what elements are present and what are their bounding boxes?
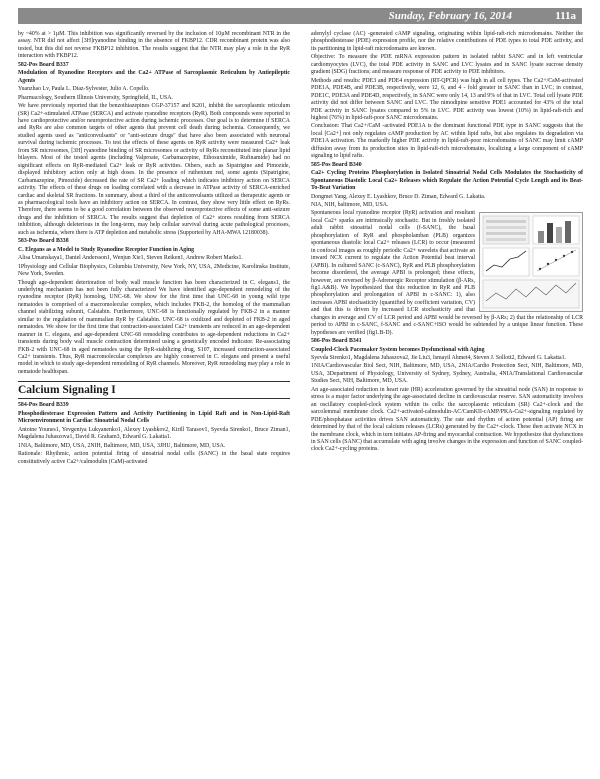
abstract-586-authors: Syevda Sirenko1, Magdalena Juhaszova2, Jie Liu3, Ismayil Ahmet4, Steven J. Sollott2, Edward G. Lakatta1. <box>311 355 566 362</box>
abstract-585-affiliation: NIA, NIH, baltimore, MD, USA. <box>311 201 389 208</box>
page-number: 111a <box>555 10 576 22</box>
abstract-585-body: Spontaneous local ryanodine receptor (RyR) activation and resultant local Ca2+ sparks are intrinsically stochastic. But in freshly isolated adult rabbit sinoatrial nodal cells (f-SANC), the basal phosphorylation of RyR and phospholamban (PLB) organizes spontaneous diastolic local Ca2+ releases (LCR) to occur (measured in confocal images as roughly periodic Ca2+ wavelets that activate an inward NCX current to regulate the Action Potential beat interval (APBI). In cultured SANC (c-SANC), RyR and PLB phosphorylation become disordered, the average APBI is prolonged; these effects, however, are reversed by β-Adrenergic Receptor stimulation (β-ARs, fig1.A&B). We hypothesized that this reduction in RyR and PLB phosphorylation and prolongation of APBI in c-SANC: 1), also increases APBI stochasticity (quantified by coefficient variation, CV) and that this is driven by increased LCR stochasticity and that changes in average and CV of LCR period and APBI would be reversed by β-ARs; 2) that the relationship of LCR period to APBI in c-SANC, f-SANC and c-SANC+ISO would be subtended by a unique linear function. These hypotheses are verified (fig1.B-D). <box>311 210 583 336</box>
figure-panel-c-chart <box>483 248 529 276</box>
abstract-584-affiliation: 1NIA, Baltimore, MD, USA, 2NIH, Baltimore, MD, USA, 3JHU, Baltimore, MD, USA. <box>18 442 226 449</box>
right-column <box>311 31 583 455</box>
abstract-586-title: Coupled-Clock Pacemaker System becomes Dysfunctional with Aging <box>311 346 485 353</box>
abstract-582-body: We have previously reported that the benzothiazepines CGP-37157 and K201, inhibit the sarcoplasmic reticulum (SR) Ca2+-stimulated ATPase (SERCA) and activate ryanodine receptors (RyR). Both compounds were reported to have cardioprotective and/or neuroprotective action during ischemic processes. Our goal is to determine if SERCA and RyRs are also common targets of other agents that prevent cell death during ischemia. Consequently, we studied agents used as "anticonvulsants" or "anti-seizure drugs" that have also been associated with neuronal survival during ischemic processes. To test the effects of these agents on RyR activity were measured Ca2+ leak from SR microsomes, [3H] ryanodine binding of SR microsomes or activity of RyRs reconstituted into planar lipid bilayers. Most of the tested agents (including Valproate, Carbamazepine, Ethosuximide, Rufinamide) had no significant effects on RyR-mediated Ca2+ leak or RyR activities. Others, such as Sipatrigine and Pimozide, displayed inhibitory action only at high doses. In the presence of ruthenium red, some agents (Sipatrigine, Carbamazepine, Pimozide) decreased the rate of SR Ca2+ loading which indicates inhibitory action on SERCA activity. The effects of these drugs on loading correlated with a decrease in ATPase activity of SERCA-enriched cardiac and skeletal SR fractions. In summary, about a third of the anticonvulsants utilized as therapeutic agents or as pharmacological tools have an inhibitory action on SERCA. In contrast, they show very little effect on RyRs. Therefore, there seems to be a good correlation between the observed neuroprotective effects of some anti-seizure drugs and the inhibition of SERCA. The results suggest that depletion of Ca2+ stores resulting from SERCA inhibition, although deleterious in the long-term, may help cellular survival during acute pathological processes, such as ischemia, where there is ATP depletion and metabolic stress (Supported by AHA-MWA 12180038). <box>18 103 290 236</box>
figure-bar <box>538 231 544 243</box>
header-date: Sunday, February 16, 2014 <box>388 10 512 22</box>
abstract-584-methods: Methods and results: PDE3 and PDE4 expression (RT-QPCR) was high in all cell types. The Ca2+/CaM-activated PDE1A, PDE4B, and PDE3B, respectively, were 12, 6, and 4 - fold greater in SANC than in LVC; in contrast, PDE1C, PDE3A and PDE4D, respectively, in SANC were only 14, 13 and 9% of that in LVC. Total cell lysate PDE activity did not differ between SANC and LVC. The nimodipine sensitive PDE1 accounted for 43% of the total PDE activity in SANC lysates compared to 5% in LVC. PDE activity was lowest (10%) in lipid-raft-rich and highest (76%) in lipid-raft-poor SANC microdomains. <box>311 77 583 121</box>
abstract-584-head: 584-Pos Board B339 <box>18 402 69 409</box>
abstract-582-head: 582-Pos Board B337 <box>18 61 69 68</box>
page-header <box>18 8 582 24</box>
abstract-582-affiliation: Pharmacology, Southern Illinois University, Springfield, IL, USA. <box>18 94 173 101</box>
continued-text-right: adenylyl cyclase (AC) -generated cAMP signaling, originating within lipid-raft-rich microdomains. Neither the phosphodiesterase (PDE) expression profile, nor the relative contributions of PDE types to total PDE activity, and its partitioning in lipid-raft microdomains are known. <box>311 31 583 52</box>
abstract-584-conclusion: Conclusion: That Ca2+/CaM -activated PDE1A is the dominant functional PDE type in SANC suggests that the local [Ca2+] not only regulates cAMP production by AC within lipid rafts, but also regulates its degradation via PDE1A activation. The markedly higher PDE activity in lipid-raft-poor microdomains of SANC may limit cAMP diffusion away from its production sites in lipid-raft-rich microdomains, localizing a large component of cAMP signaling to lipid rafts. <box>311 123 583 160</box>
abstract-586-head: 586-Pos Board B341 <box>311 338 362 345</box>
abstract-586-body: An age-associated reduction in heart rate (HR) acceleration governed by the sinoatrial node (SAN) in response to stress is a major factor underlying the age-associated decline in cardiovascular reserve. SAN automaticity involves an oscillatory coupled-clock system within its cells: the sarcoplasmic reticulum (SR) Ca2+-clock and the sarcolemmal membrane clock. Ca2+-activated-calmodulin-AC/CamKII-cAMP/PKA-Ca2+-signaling regulated by PDE/phosphatase activities drives SAN automaticity. The rate and rhythm of action potential (AP) firing are determined by that of the local calcium releases (LCRs) generated by the Ca2+-clock. These then activate NCX in the membrane clock, which in turn initiates AP-firing and myocardial contraction. We hypothesize that dysfunctions in SAN cells (SANC) that accumulate with aging involve changes in the expression and function of SANC coupled-clock Ca2+-cycling proteins. <box>311 386 583 453</box>
section-title: Calcium Signaling I <box>18 381 290 399</box>
figure-bar <box>565 221 571 243</box>
abstract-584-body: Rationale: Rhythmic, action potential firing of sinoatrial nodal cells (SANC) in the basal state requires constitutively active Ca2+/calmodulin (CaM)-activated <box>18 451 290 465</box>
abstract-583-body: Though age-dependent deterioration of body wall muscle function has been characterized in C. elegans1, the underlying mechanism has not been fully characterized We have identified age-dependent remodeling of the ryanodine receptor (RyR) homolog, UNC-68. We show for the first time that UNC-68 in young wild type nematodes is comprised of a macromolecular complex, which includes FKB-2, the homolog of the mammalian channel stabilizing subunit, Calstabin. Furthermore, UNC-68 is functionally regulated by FKB-2 in a manner similar to the regulation of mammalian RyR by Calstabin. UNC-68 is oxidized and depleted of FKB-2 in aged nematodes. We show for the first time that contraction-associated Ca2+ transients are reduced in an age-dependent manner in C. elegans, and age-dependent UNC-68 remodeling contributes to age-dependent reductions in Ca2+ transients during body wall muscle contraction determined using a genetically encoded indicator. Re-associating FKB-2 with UNC-68 in aged nematodes using the RyR-stabilizing drug, S107, increased contraction-associated Ca2+ transients. Thus, RyR macromolecular complexes are highly conserved in C. elegans and present a useful model in which to study age-dependent remodeling of RyR channels. Moreover, RyR remodeling may play a role in nematode healthspan. <box>18 279 290 375</box>
abstract-583-title: C. Elegans as a Model to Study Ryanodine Receptor Function in Aging <box>18 246 194 253</box>
abstract-584-title: Phosphodiesterase Expression Pattern and Activity Partitioning in Lipid Raft and in Non-Lipid-Raft Microenvironment in Cardiac Sinoatrial Nodal Cells <box>18 410 290 425</box>
abstract-584-authors: Antoine Younes1, Yevgeniya Lukyanenko1, Alexey Lyashkov2, Kirill Tarasov1, Syevda Sirenko1, Bruce Ziman1, Magdalena Juhaszova1, David R. Graham3, Edward G. Lakatta1. <box>18 426 290 441</box>
continued-text: by ~40% at > 1µM. This inhibition was significantly reversed by the inclusion of 10µM recombinant NTR in the assay. NTR did not affect [3H]ryanodine binding in the absence of FKBP12. CDR recombinant protein was also tested, but this did not reverse FKBP12 inhibition. The results suggest that the NTR may play a role in the RyR interaction with FKBP12. <box>18 31 290 60</box>
figure-panels <box>480 213 582 311</box>
abstract-585-authors: Dongmei Yang, Alexey E. Lyashkov, Bruce D. Ziman, Edward G. Lakatta. <box>311 193 486 200</box>
abstract-582-authors: Yuanzhao Lv, Paula L. Diaz-Sylvester, Julio A. Copello. <box>18 86 150 93</box>
abstract-585-title: Ca2+ Cycling Proteins Phosphorylation in Isolated Sinoatrial Nodal Cells Modulates the Stochasticity of Spontaneous Diastolic Local Ca2+ Releases which Regulate the Action Potential Cycle Length and its Beat-To-Beat Variation <box>311 170 583 192</box>
left-column <box>18 31 290 467</box>
abstract-583-affiliation: 1Physiology and Cellular Biophysics, Columbia University, New York, NY, USA, 2Medicine, Karolinska Institute, New York, Sweden. <box>18 263 290 278</box>
abstract-585-head: 585-Pos Board B340 <box>311 161 362 168</box>
abstract-583-head: 583-Pos Board B338 <box>18 238 69 245</box>
abstract-583-authors: Alisa Umanskaya1, Daniel Andersson1, Wenjun Xie1, Steven Reiken1, Andrew Robert Marks1. <box>18 255 243 262</box>
abstract-585-figure <box>479 212 583 312</box>
abstract-586-affiliation: 1NIA/Cardiovascular Biol Sect, NIH, Baltimore, MD, USA, 2NIA/Cardio Protection Sect, NIH, Baltimore, MD, USA, 3Department of Physiology, University of Sydney, Sydney, Australia, 4NIA/Translational Cardiovascular Studies Sect, NIH, Baltimore, MD, USA. <box>311 363 583 385</box>
abstract-582-title: Modulation of Ryanodine Receptors and the Ca2+ ATPase of Sarcoplasmic Reticulum by Antiepileptic Agents <box>18 70 290 84</box>
abstract-584-objective: Objective: To measure the PDE mRNA expression pattern in isolated rabbit SANC and in left ventricular cardiomyocytes (LVC), the total PDE activity in SANC and LVC lysates and in SANC lysate sucrose density gradient (SDG) fractions; and measure response of PDE activity to PDE inhibitors. <box>311 54 583 76</box>
figure-bar <box>547 223 553 243</box>
figure-bar <box>556 227 562 243</box>
